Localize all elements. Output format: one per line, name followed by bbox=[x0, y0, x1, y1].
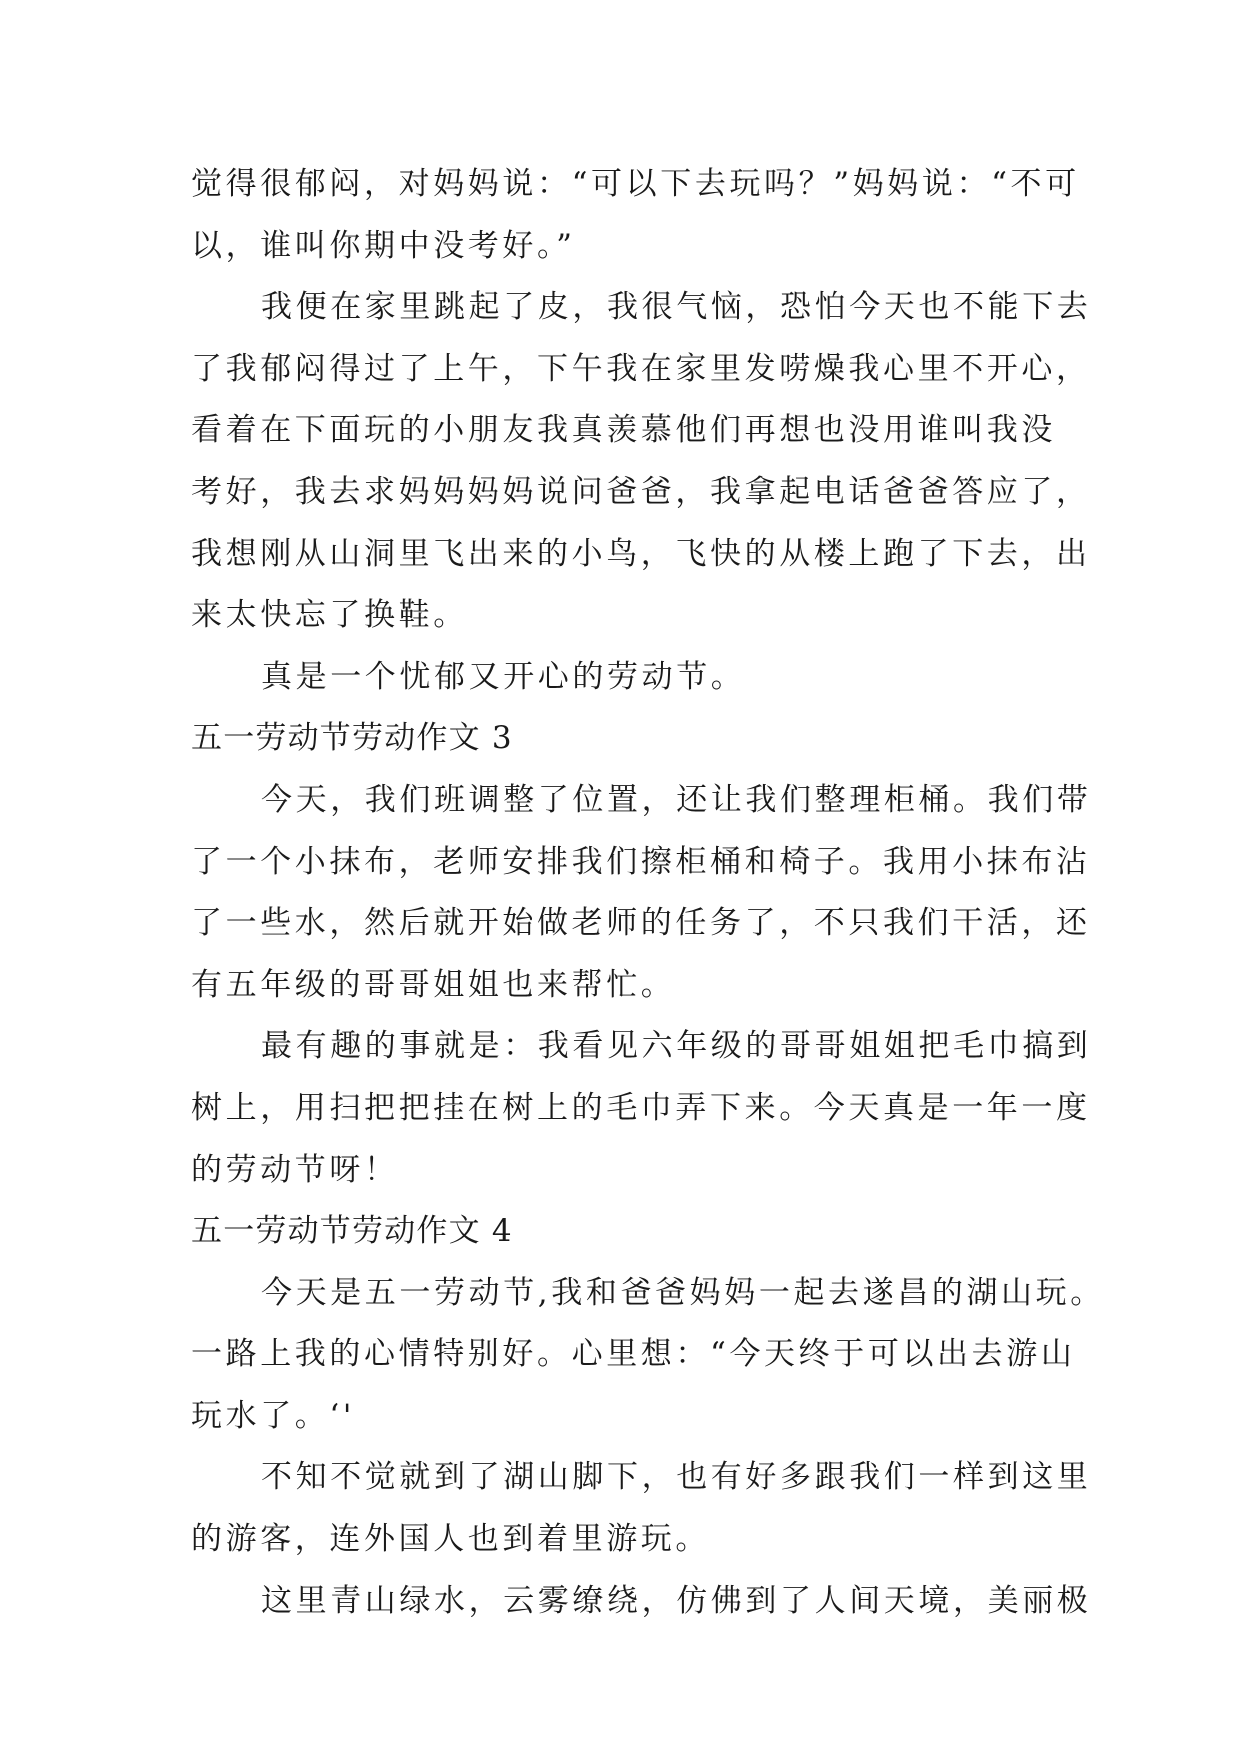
text-line: 真是一个忧郁又开心的劳动节。 bbox=[261, 658, 746, 695]
text-line: 来太快忘了换鞋。 bbox=[191, 597, 468, 634]
text-line: 今天，我们班调整了位置，还让我们整理柜桶。我们带 bbox=[261, 781, 1092, 818]
text-line: 有五年级的哥哥姐姐也来帮忙。 bbox=[191, 966, 676, 1003]
text-line: 的游客，连外国人也到着里游玩。 bbox=[191, 1521, 710, 1558]
text-line: 不知不觉就到了湖山脚下，也有好多跟我们一样到这里 bbox=[261, 1459, 1092, 1496]
text-line: 玩水了。‘' bbox=[191, 1397, 355, 1434]
text-line: 了一些水，然后就开始做老师的任务了，不只我们干活，还 bbox=[191, 905, 1091, 942]
text-line: 了我郁闷得过了上午，下午我在家里发唠燥我心里不开心， bbox=[191, 350, 1091, 387]
text-line: 以，谁叫你期中没考好。” bbox=[191, 227, 576, 264]
text-line: 一路上我的心情特别好。心里想：“今天终于可以出去游山 bbox=[191, 1336, 1076, 1373]
text-line: 这里青山绿水，云雾缭绕，仿佛到了人间天境，美丽极 bbox=[261, 1582, 1092, 1619]
text-line: 看着在下面玩的小朋友我真羡慕他们再想也没用谁叫我没 bbox=[191, 412, 1056, 449]
text-line: 考好，我去求妈妈妈妈说问爸爸，我拿起电话爸爸答应了， bbox=[191, 473, 1091, 510]
section-heading: 五一劳动节劳动作文 4 bbox=[191, 1213, 513, 1250]
text-line: 了一个小抹布，老师安排我们擦柜桶和椅子。我用小抹布沾 bbox=[191, 843, 1091, 880]
document-body bbox=[191, 154, 1105, 1632]
text-line: 我想刚从山洞里飞出来的小鸟，飞快的从楼上跑了下去，出 bbox=[191, 535, 1091, 572]
text-line: 最有趣的事就是：我看见六年级的哥哥姐姐把毛巾搞到 bbox=[261, 1028, 1092, 1065]
section-heading: 五一劳动节劳动作文 3 bbox=[191, 720, 513, 757]
text-line: 今天是五一劳动节,我和爸爸妈妈一起去遂昌的湖山玩。 bbox=[261, 1274, 1105, 1311]
text-line: 树上，用扫把把挂在树上的毛巾弄下来。今天真是一年一度 bbox=[191, 1089, 1091, 1126]
text-line: 我便在家里跳起了皮，我很气恼，恐怕今天也不能下去 bbox=[261, 289, 1092, 326]
text-line: 的劳动节呀！ bbox=[191, 1151, 399, 1188]
text-line: 觉得很郁闷，对妈妈说：“可以下去玩吗？”妈妈说：“不可 bbox=[191, 166, 1080, 202]
